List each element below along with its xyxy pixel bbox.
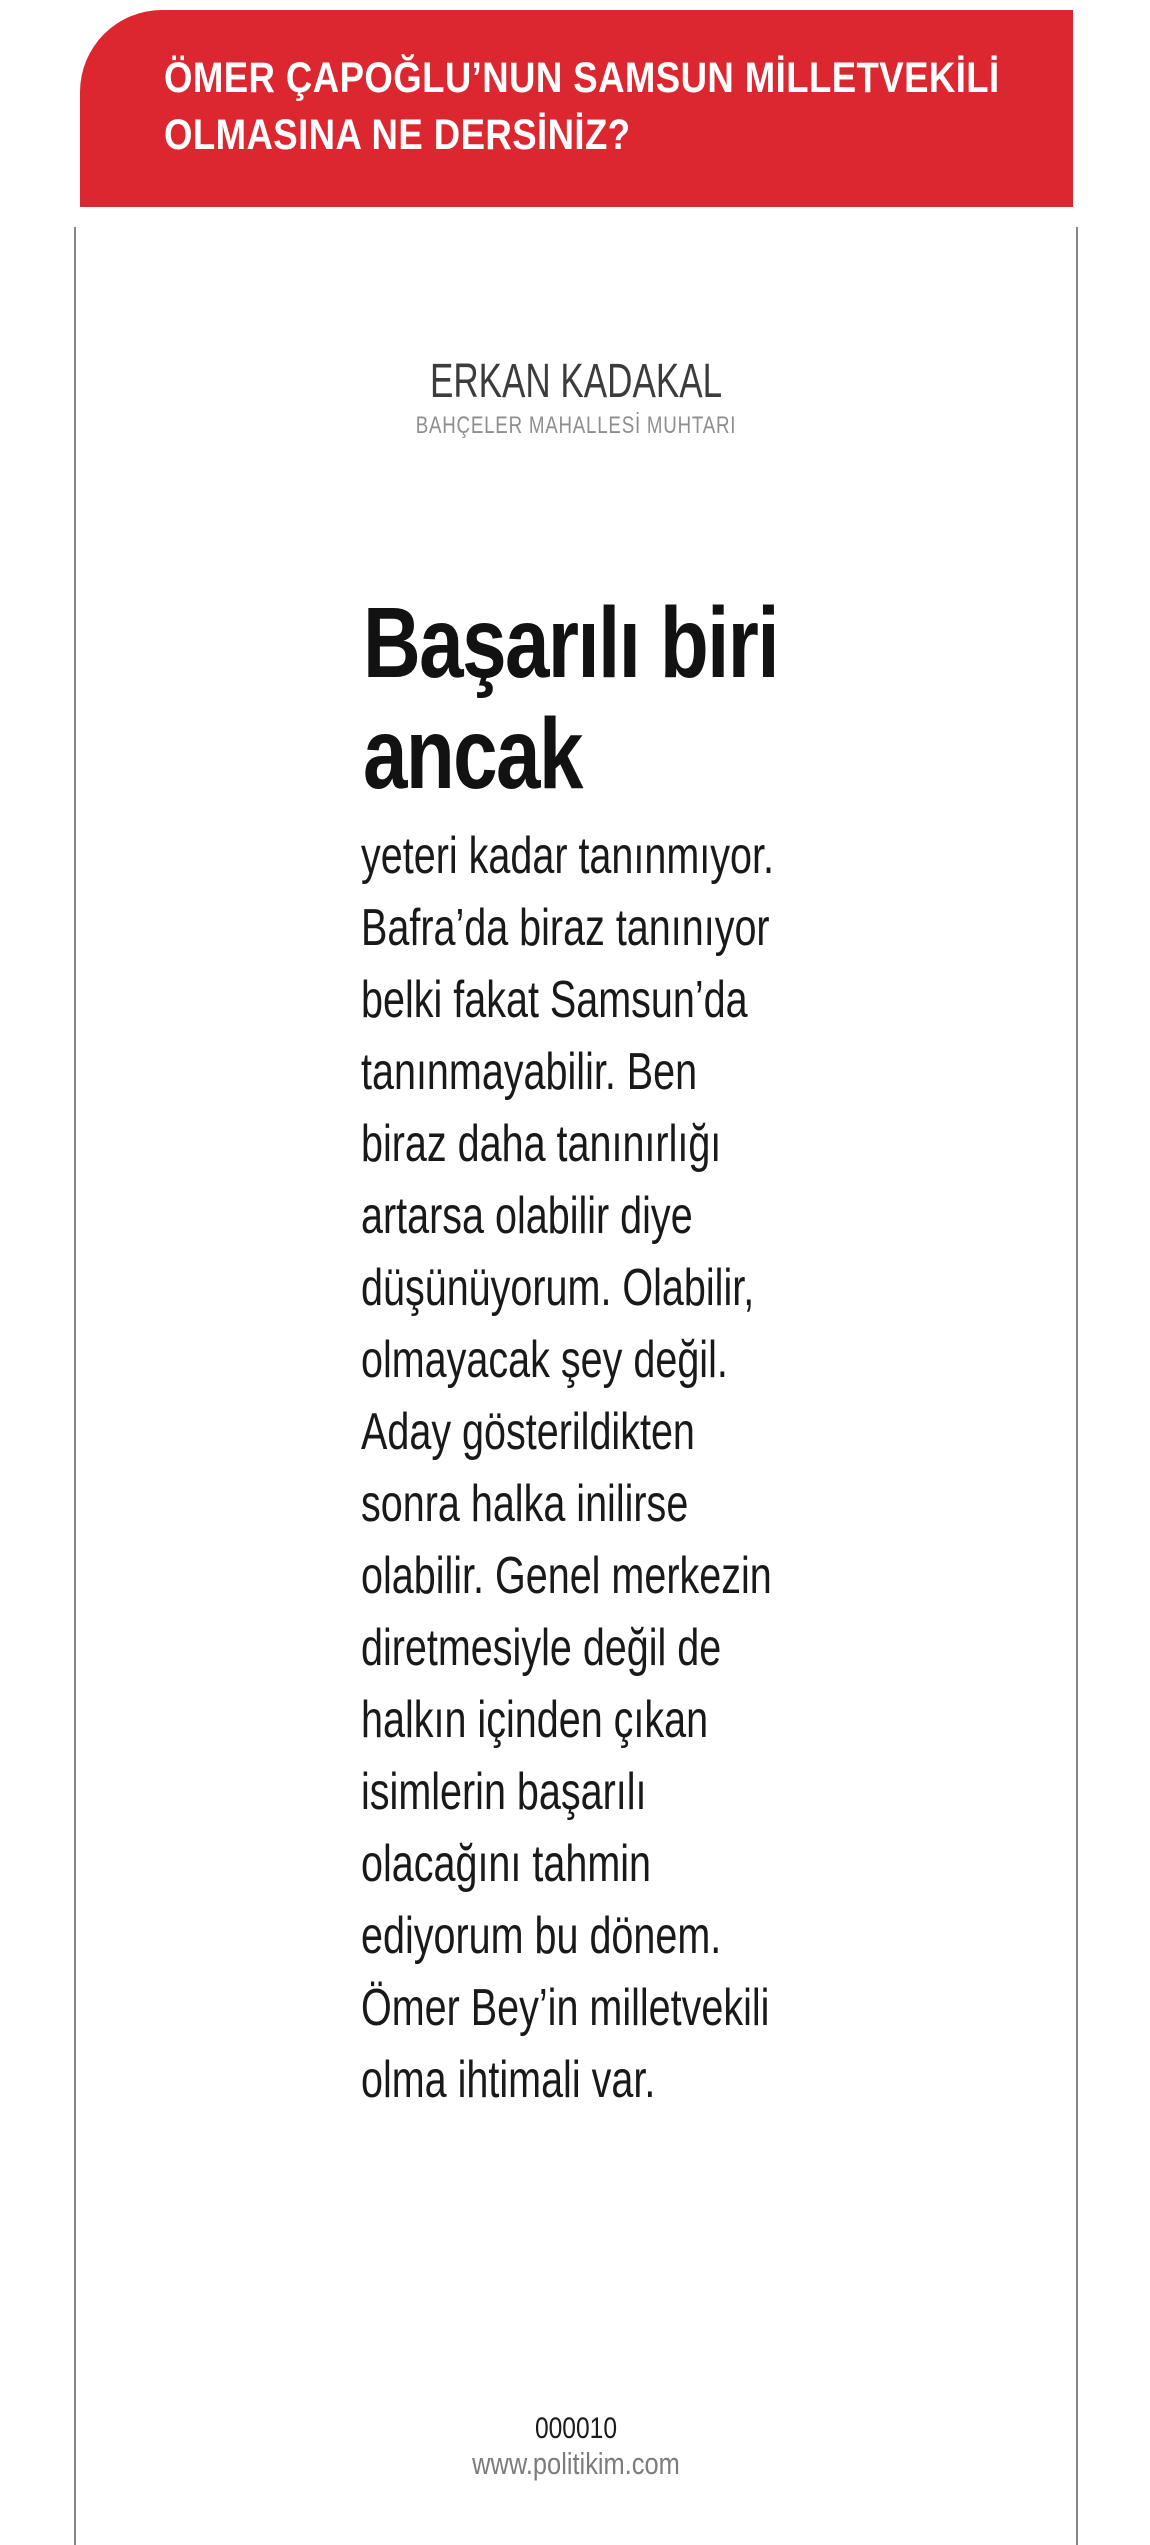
article-body-line: düşünüyorum. Olabilir, xyxy=(361,1259,755,1317)
article-body-line: isimlerin başarılı xyxy=(361,1763,647,1821)
footer xyxy=(74,2412,1078,2482)
interviewee-name: ERKAN KADAKAL xyxy=(429,355,723,408)
article-body-line: ediyorum bu dönem. xyxy=(361,1907,722,1965)
article-body-line: olabilir. Genel merkezin xyxy=(361,1547,772,1605)
article-body-line: biraz daha tanınırlığı xyxy=(361,1115,722,1173)
interviewee-title: BAHÇELER MAHALLESİ MUHTARI xyxy=(415,412,737,439)
article-body-line: artarsa olabilir diye xyxy=(361,1187,693,1245)
article-body-line: belki fakat Samsun’da xyxy=(361,971,748,1029)
question-text xyxy=(164,50,1000,164)
footer-website: www.politikim.com xyxy=(472,2446,680,2481)
question-text-line: OLMASINA NE DERSİNİZ? xyxy=(164,111,631,159)
footer-code: 000010 xyxy=(534,2412,618,2445)
card-left-border-line xyxy=(74,227,76,2545)
article-body-line: olacağını tahmin xyxy=(361,1835,651,1893)
article-body-line: Bafra’da biraz tanınıyor xyxy=(361,899,770,957)
article-body-line: diretmesiyle değil de xyxy=(361,1619,722,1677)
card-right-border-line xyxy=(1076,227,1078,2545)
article-headline xyxy=(363,588,778,810)
question-text-line: ÖMER ÇAPOĞLU’NUN SAMSUN MİLLETVEKİLİ xyxy=(164,54,1000,102)
article-body-line: sonra halka inilirse xyxy=(361,1475,689,1533)
article-body-line: yeteri kadar tanınmıyor. xyxy=(361,827,774,885)
article-body-line: olmayacak şey değil. xyxy=(361,1331,728,1389)
article-body-line: Ömer Bey’in milletvekili xyxy=(361,1979,770,2037)
article-headline-line: Başarılı biri xyxy=(363,587,778,699)
article-body-line: halkın içinden çıkan xyxy=(361,1691,709,1749)
article-body-line: Aday gösterildikten xyxy=(361,1403,695,1461)
article-body-line: olma ihtimali var. xyxy=(361,2051,656,2109)
article-body xyxy=(361,820,774,2116)
article-headline-line: ancak xyxy=(363,698,582,810)
question-banner xyxy=(80,10,1073,207)
interviewee-block xyxy=(74,356,1078,440)
article-body-line: tanınmayabilir. Ben xyxy=(361,1043,698,1101)
